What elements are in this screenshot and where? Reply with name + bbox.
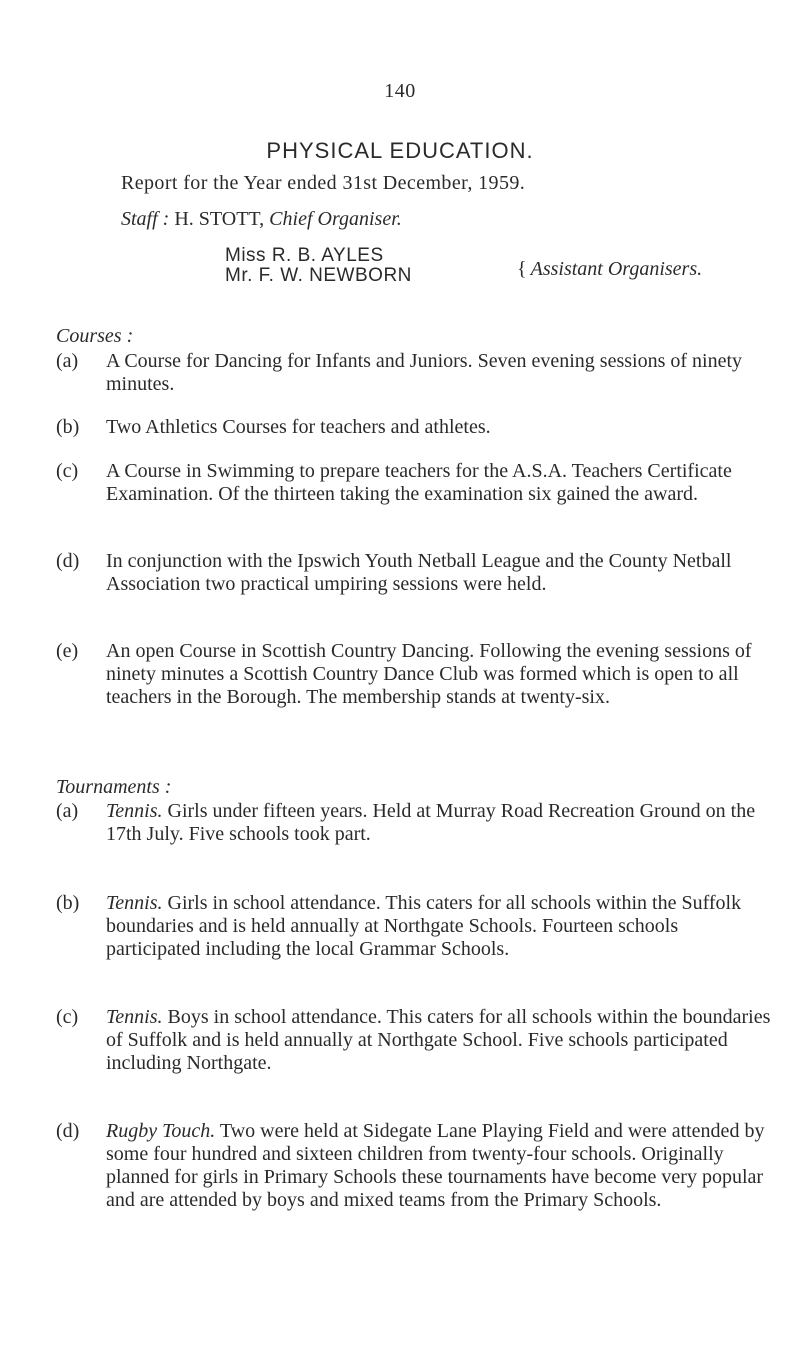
item-text — [106, 892, 776, 961]
item-text: A Course in Swimming to prepare teachers for the A.S.A. Teachers Certificate Examination. Of the thirteen taking the examination six gained the award. — [106, 460, 732, 505]
report-line: Report for the Year ended 31st December, 1959. — [121, 172, 526, 194]
item-text — [106, 1120, 776, 1212]
item-label: (d) — [56, 550, 80, 572]
item-title: Rugby Touch. — [106, 1120, 216, 1142]
tournament-item — [56, 1120, 776, 1212]
staff-label: Staff : — [121, 208, 170, 230]
brace-mark: { — [517, 258, 527, 280]
item-text: In conjunction with the Ipswich Youth Netball League and the County Netball Association two practical umpiring sessions were held. — [106, 550, 732, 595]
tournament-item — [56, 800, 776, 846]
chief-role: Chief Organiser. — [269, 208, 402, 230]
item-body: Girls under fifteen years. Held at Murray Road Recreation Ground on the 17th July. Five schools took part. — [106, 800, 756, 845]
page-number: 140 — [384, 80, 416, 102]
assistant-name: Mr. F. W. NEWBORN — [225, 265, 412, 286]
item-body: Girls in school attendance. This caters for all schools within the Suffolk boundaries and is held annually at Northgate Schools. Fourteen schools participated including the local Grammar Schools. — [106, 892, 742, 960]
item-label: (e) — [56, 640, 79, 662]
tournament-item — [56, 892, 776, 961]
item-label: (c) — [56, 460, 79, 482]
assistant-names — [225, 246, 412, 286]
item-text: An open Course in Scottish Country Dancing. Following the evening sessions of ninety minutes a Scottish Country Dance Club was formed which is open to all teachers in the Borough. The membership stands at twenty-six. — [106, 640, 752, 708]
courses-heading: Courses : — [56, 325, 134, 347]
item-text — [106, 1006, 776, 1075]
chief-name: H. STOTT, — [174, 208, 265, 230]
item-label: (a) — [56, 350, 79, 372]
item-text: Two Athletics Courses for teachers and athletes. — [106, 416, 491, 438]
tournament-item — [56, 1006, 776, 1075]
course-item — [56, 640, 776, 709]
course-item — [56, 460, 776, 506]
item-text: A Course for Dancing for Infants and Juniors. Seven evening sessions of ninety minutes. — [106, 350, 742, 395]
assistant-role — [517, 258, 702, 281]
page-title: PHYSICAL EDUCATION. — [266, 138, 534, 163]
item-label: (b) — [56, 892, 80, 914]
item-label: (b) — [56, 416, 80, 438]
item-title: Tennis. — [106, 892, 163, 914]
item-label: (c) — [56, 1006, 79, 1028]
assistant-role-text: Assistant Organisers. — [530, 258, 703, 280]
item-text — [106, 800, 776, 846]
item-title: Tennis. — [106, 1006, 163, 1028]
item-label: (a) — [56, 800, 79, 822]
item-body: Boys in school attendance. This caters for all schools within the boundaries of Suffolk and is held annually at Northgate School. Five schools participated including Northgate. — [106, 1006, 771, 1074]
item-label: (d) — [56, 1120, 80, 1142]
course-item — [56, 550, 776, 596]
course-item — [56, 350, 776, 396]
staff-chief-line — [121, 208, 402, 231]
tournaments-heading: Tournaments : — [56, 776, 172, 798]
item-title: Tennis. — [106, 800, 163, 822]
item-body: Two were held at Sidegate Lane Playing Field and were attended by some four hundred and sixteen children from twenty-four schools. Originally planned for girls in Primary Schools these tournaments have become very popular and are attended by boys and mixed teams from the Primary Schools. — [106, 1120, 765, 1211]
assistant-name: Miss R. B. AYLES — [225, 245, 384, 266]
course-item — [56, 416, 776, 439]
